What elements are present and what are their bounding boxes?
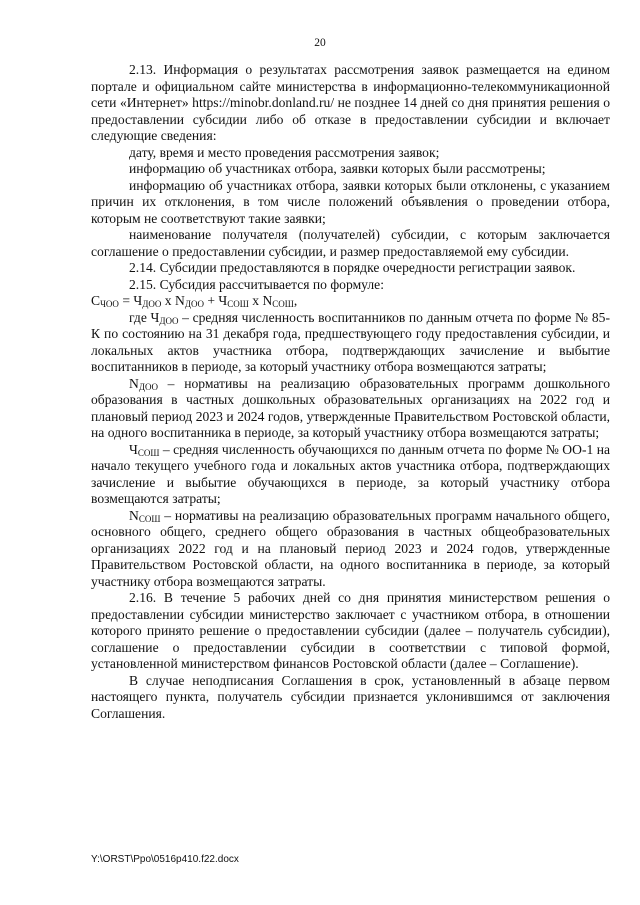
definition-text: – средняя численность воспитанников по данным отчета по форме № 85-К по состоянию на 31 декабря года, предшествующего году предоставления субсидии, и локальных актов участника отбора, подтверждающих зачисление и выбытие воспитанников в периоде, за который участнику отбора возмещаются затраты;: [91, 309, 610, 374]
list-item: наименование получателя (получателей) субсидии, с которым заключается соглашение о предоставлении субсидии, и размер предоставляемой ему субсидии.: [91, 227, 610, 259]
paragraph-2-14: 2.14. Субсидии предоставляются в порядке очередности регистрации заявок.: [129, 260, 576, 275]
formula-part: С: [91, 293, 101, 308]
formula-part: х N: [161, 293, 185, 308]
definition-ch-doo: [91, 310, 610, 376]
formula-subscript: СОШ: [227, 299, 249, 309]
list-item: дату, время и место проведения рассмотрения заявок;: [129, 144, 440, 160]
paragraph-final: В случае неподписания Соглашения в срок, установленный в абзаце первом настоящего пункта, получатель субсидии признается уклонившимся от заключения Соглашения.: [91, 672, 610, 721]
definition-symbol: Ч: [129, 441, 138, 457]
document-body: [91, 62, 610, 722]
definition-symbol: N: [129, 507, 139, 523]
definition-text: – средняя численность обучающихся по данным отчета по форме № ОО-1 на начало текущего учебного года и локальных актов участника отбора, подтверждающих зачисление и выбытие обучающихся в периоде, за который участнику отбора возмещаются затраты;: [91, 441, 610, 506]
formula-subscript: ДОО: [142, 299, 162, 309]
formula-subscript: ДОО: [184, 299, 204, 309]
list-item: информацию об участниках отбора, заявки которых были отклонены, с указанием причин их отклонения, в том числе положений объявления о проведении отбора, которым не соответствуют такие заявки;: [91, 177, 610, 226]
paragraph-2-15: 2.15. Субсидия рассчитывается по формуле:: [129, 276, 384, 292]
page-number: 20: [314, 37, 326, 49]
definition-n-sosh: [91, 508, 610, 591]
formula-part: + Ч: [203, 293, 228, 308]
definition-subscript: СОШ: [138, 513, 161, 524]
formula-part: = Ч: [118, 293, 143, 308]
paragraph-2-13: 2.13. Информация о результатах рассмотрения заявок размещается на едином портале и официальном сайте министерства в информационно-телекоммуникационной сети «Интернет» https://minobr.donland.ru/ не позднее 14 дней со дня принятия решения о предоставлении субсидии либо об отказе в предоставлении субсидии и включает следующие сведения:: [91, 62, 610, 143]
formula-subscript: ЧОО: [100, 299, 119, 309]
subsidy-formula: [91, 293, 610, 310]
definition-subscript: СОШ: [137, 447, 160, 458]
definition-symbol: где Ч: [129, 309, 160, 325]
definition-text: – нормативы на реализацию образовательных программ начального общего, основного общего, среднего общего образования в частных общеобразовательных организациях 2022 год и на плановый период 2023 и 2024 годов, утвержденные Правительством Ростовской области, на одного воспитанника в периоде, за который участнику отбора возмещаются затраты.: [91, 507, 610, 589]
definition-text: – нормативы на реализацию образовательных программ дошкольного образования в частных дошкольных образовательных организациях на 2022 год и плановый период 2023 и 2024 годов, утвержденные Правительством Ростовской области, на одного воспитанника в периоде, за который участнику отбора возмещаются затраты;: [91, 375, 610, 440]
paragraph-2-16: 2.16. В течение 5 рабочих дней со дня принятия министерством решения о предоставлении субсидии министерство заключает с участником отбора, в отношении которого принято решение о предоставлении субсидии (далее – получатель субсидии), соглашение о предоставлении субсидии в соответствии с типовой формой, установленной министерством финансов Ростовской области (далее – Соглашение).: [91, 590, 610, 671]
definition-symbol: N: [129, 375, 139, 391]
list-item: информацию об участниках отбора, заявки которых были рассмотрены;: [129, 161, 546, 176]
definition-subscript: ДОО: [138, 381, 158, 392]
formula-subscript: СОШ: [272, 299, 294, 309]
definition-n-doo: [91, 376, 610, 442]
definition-ch-sosh: [91, 442, 610, 508]
formula-part: ,: [293, 293, 298, 308]
definition-subscript: ДОО: [159, 315, 179, 326]
formula-part: х N: [248, 293, 273, 308]
file-path-footer: Y:\ORST\Ppo\0516p410.f22.docx: [91, 854, 239, 865]
